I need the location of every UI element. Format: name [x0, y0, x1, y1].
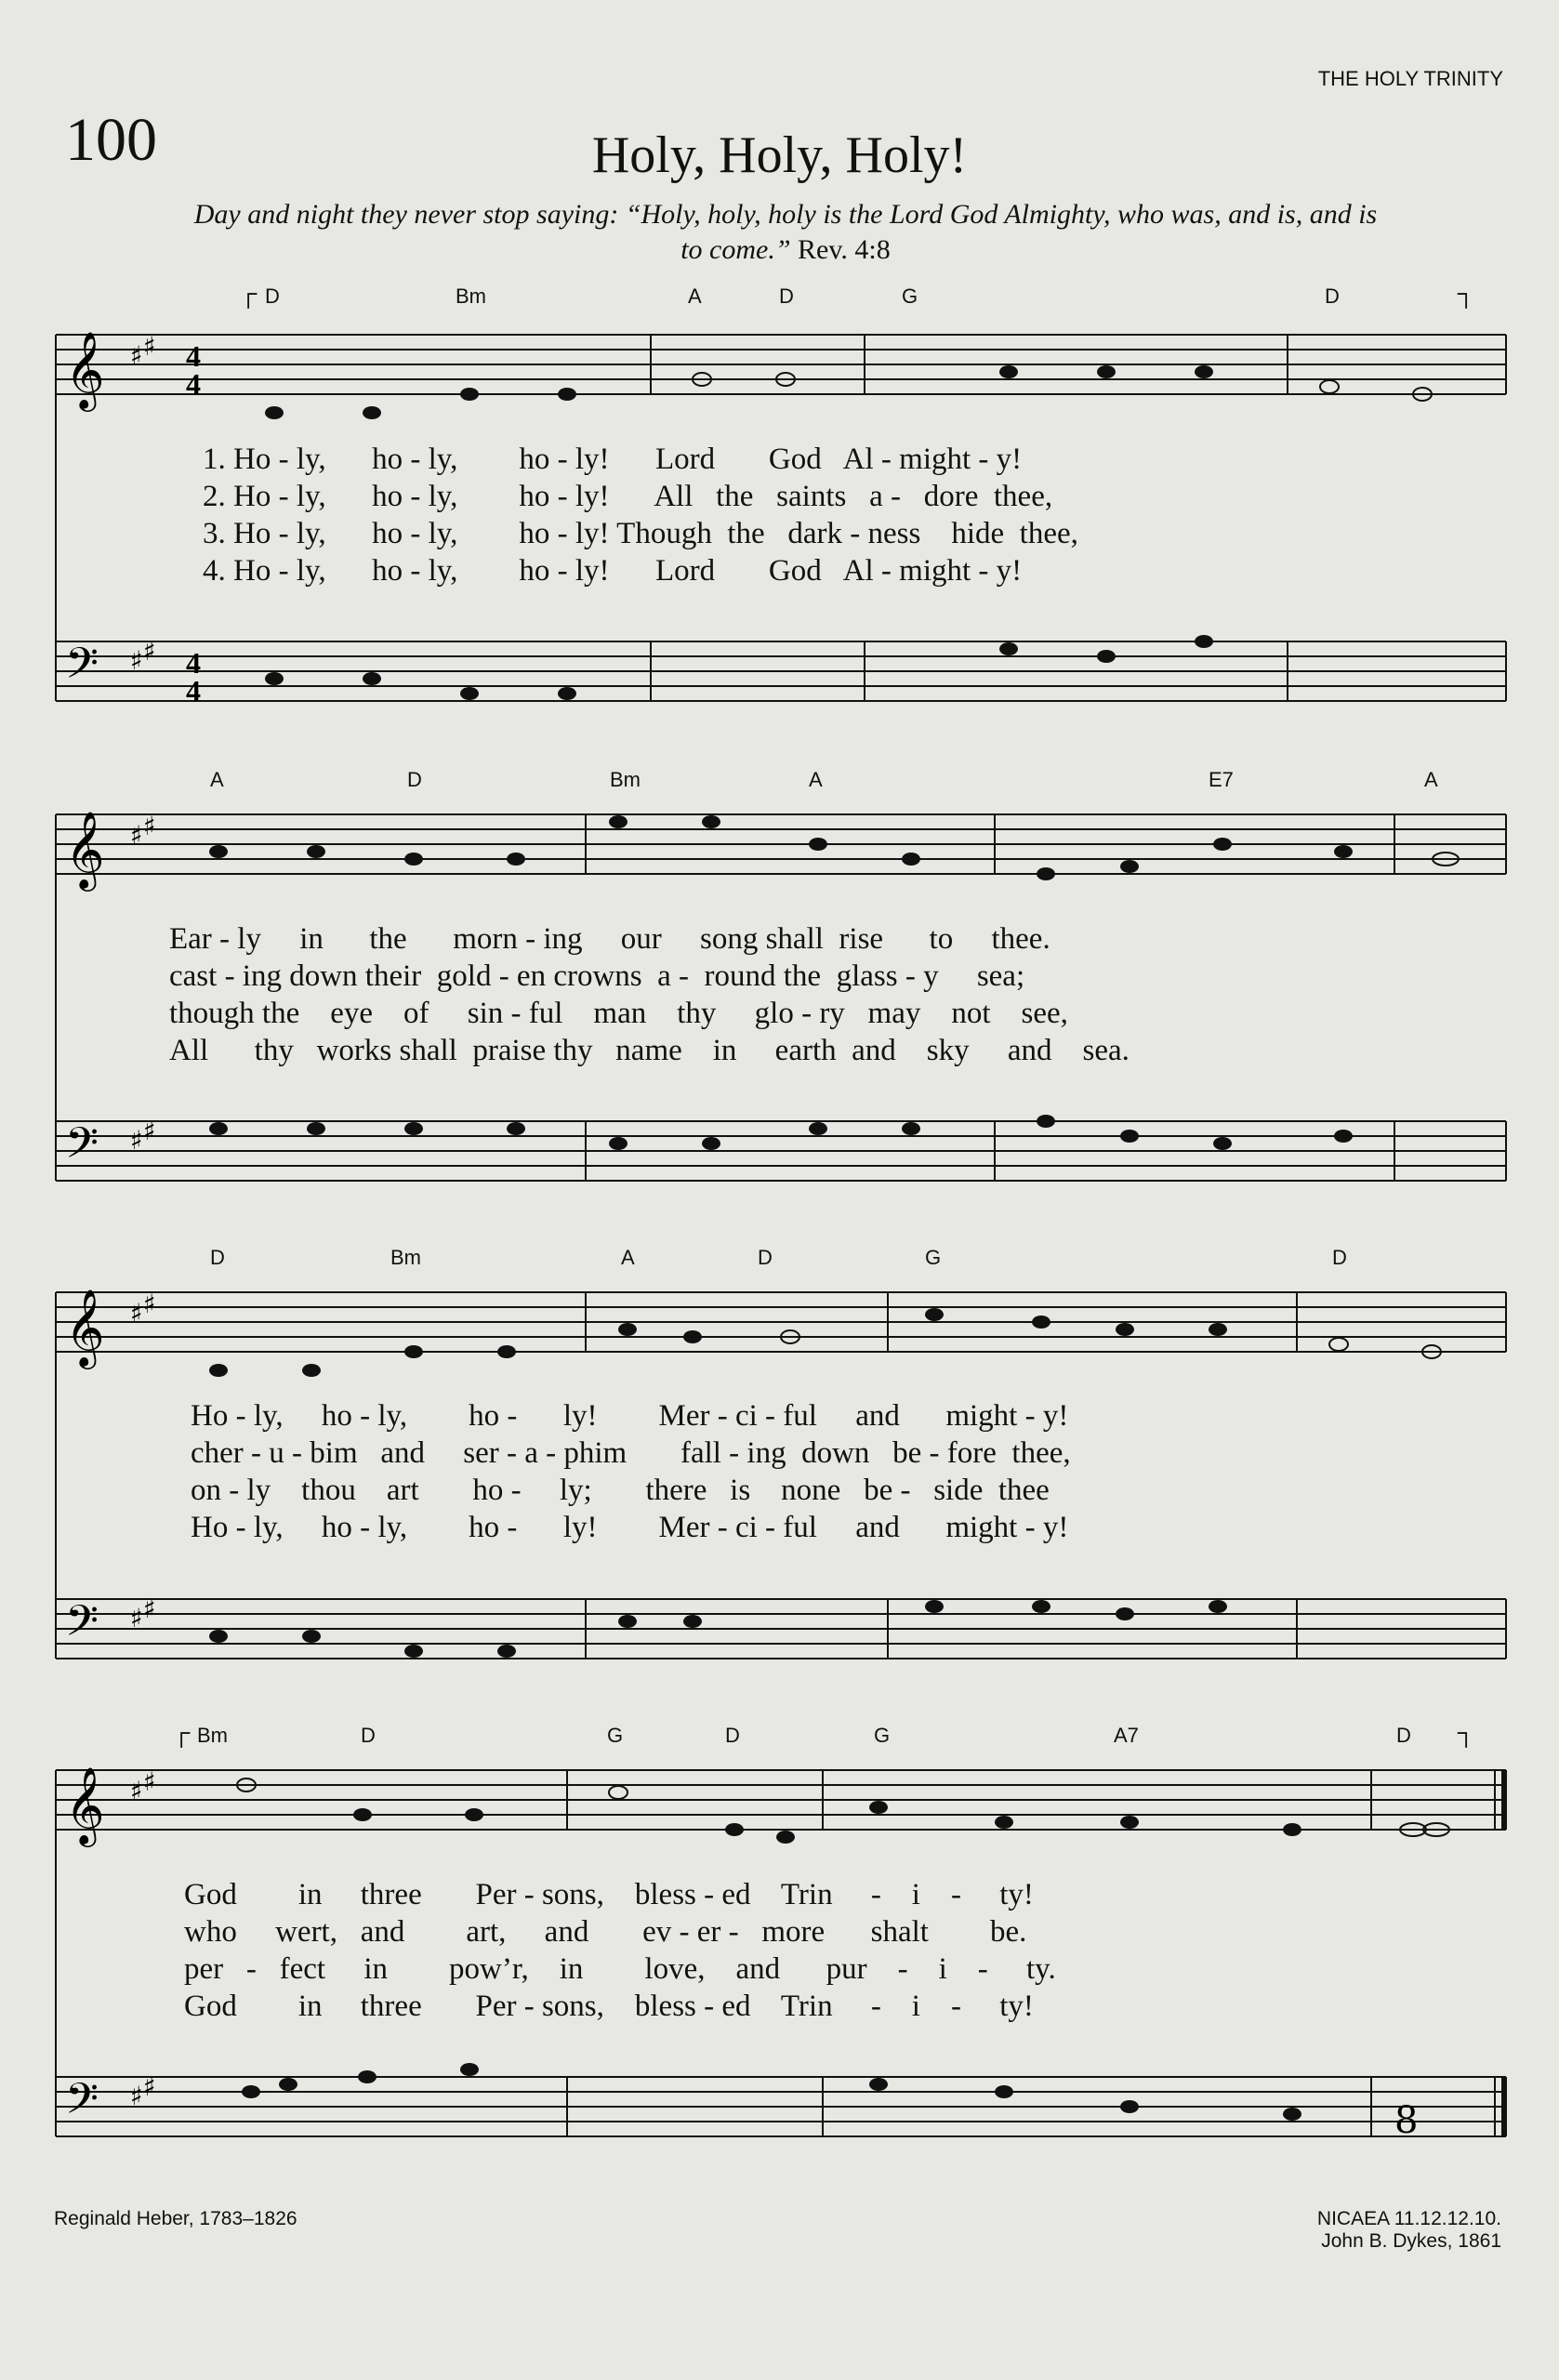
svg-text:♯: ♯: [143, 811, 156, 841]
chord-symbol: D: [725, 1724, 740, 1747]
svg-text:4: 4: [186, 339, 201, 373]
svg-text:𝄢: 𝄢: [65, 1118, 99, 1179]
svg-text:♯: ♯: [143, 2071, 156, 2102]
svg-text:𝄞: 𝄞: [65, 810, 105, 888]
svg-text:♯: ♯: [143, 1766, 156, 1797]
repeat-bracket-end: ┐: [1458, 279, 1475, 307]
svg-text:𝄢: 𝄢: [65, 2074, 99, 2135]
repeat-bracket-start: ┌: [240, 279, 258, 307]
svg-text:𝄞: 𝄞: [65, 330, 105, 408]
lyric-line-verse-3: per - fect in pow’r, in love, and pur - i - ty.: [184, 1952, 1056, 1986]
chord-symbol: G: [607, 1724, 624, 1747]
lyric-line-verse-1: 1. Ho - ly, ho - ly, ho - ly! Lord God Al - might - y!: [203, 443, 1023, 476]
hymn-number: 100: [65, 106, 157, 174]
chord-symbol: A: [809, 768, 823, 791]
text-author: Reginald Heber, 1783–1826: [54, 2208, 297, 2229]
svg-text:𝄞: 𝄞: [65, 1288, 105, 1366]
chord-symbol: D: [210, 1246, 225, 1269]
svg-text:4: 4: [186, 674, 201, 707]
svg-text:𝄢: 𝄢: [65, 1596, 99, 1657]
lyric-line-verse-3: though the eye of sin - ful man thy glo - ry may not see,: [169, 997, 1068, 1030]
svg-text:4: 4: [186, 646, 201, 680]
lyric-line-verse-2: cast - ing down their gold - en crowns a - round the glass - y sea;: [169, 959, 1025, 993]
lyric-line-verse-4: God in three Per - sons, bless - ed Trin - i - ty!: [184, 1990, 1034, 2023]
epigraph-reference: Rev. 4:8: [798, 234, 891, 265]
chord-symbol: A: [1424, 768, 1438, 791]
svg-text:♯: ♯: [130, 1603, 143, 1633]
lyric-line-verse-2: 2. Ho - ly, ho - ly, ho - ly! All the saints a - dore thee,: [203, 480, 1053, 513]
tune-name: NICAEA 11.12.12.10.: [1316, 2208, 1501, 2229]
svg-text:♯: ♯: [130, 820, 143, 851]
chord-symbol: D: [758, 1246, 773, 1269]
chord-symbol: D: [361, 1724, 376, 1747]
svg-text:♯: ♯: [143, 1289, 156, 1319]
lyric-line-verse-4: Ho - ly, ho - ly, ho - ly! Mer - ci - ful and might - y!: [191, 1511, 1069, 1544]
chord-symbol: A7: [1114, 1724, 1139, 1747]
svg-text:♯: ♯: [130, 1776, 143, 1806]
svg-text:8: 8: [1394, 2099, 1419, 2142]
svg-text:♯: ♯: [130, 1125, 143, 1156]
lyric-line-verse-1: God in three Per - sons, bless - ed Trin - i - ty!: [184, 1878, 1034, 1911]
lyric-line-verse-2: cher - u - bim and ser - a - phim fall - ing down be - fore thee,: [191, 1436, 1071, 1470]
chord-symbol: D: [1332, 1246, 1347, 1269]
svg-text:♯: ♯: [130, 645, 143, 676]
chord-symbol: Bm: [197, 1724, 228, 1747]
epigraph-text: Day and night they never stop saying: “Holy, holy, holy is the Lord God Almighty, who was, and is, and is to come.”: [193, 199, 1378, 265]
chord-symbol: D: [1396, 1724, 1411, 1747]
chord-symbol: D: [1325, 284, 1340, 308]
section-heading: THE HOLY TRINITY: [1317, 67, 1503, 90]
chord-symbol: A: [621, 1246, 635, 1269]
chord-symbol: Bm: [456, 284, 486, 308]
lyric-line-verse-3: 3. Ho - ly, ho - ly, ho - ly! Though the dark - ness hide thee,: [203, 517, 1078, 550]
svg-text:4: 4: [186, 367, 201, 401]
chord-symbol: D: [407, 768, 422, 791]
chord-symbol: Bm: [390, 1246, 421, 1269]
chord-symbol: D: [265, 284, 280, 308]
chord-symbol: E7: [1209, 768, 1234, 791]
chord-symbol: Bm: [610, 768, 641, 791]
chord-symbol: G: [902, 284, 918, 308]
repeat-bracket-start: ┌: [173, 1718, 191, 1746]
composer: John B. Dykes, 1861: [1321, 2230, 1501, 2252]
lyric-line-verse-1: Ear - ly in the morn - ing our song shall rise to thee.: [169, 922, 1050, 956]
lyric-line-verse-1: Ho - ly, ho - ly, ho - ly! Mer - ci - ful and might - y!: [191, 1399, 1069, 1433]
hymn-title: Holy, Holy, Holy!: [591, 126, 968, 184]
svg-text:♯: ♯: [143, 636, 156, 667]
chord-symbol: A: [210, 768, 224, 791]
svg-text:𝄢: 𝄢: [65, 639, 99, 699]
svg-text:♯: ♯: [143, 1116, 156, 1146]
tune-info: [1317, 2208, 1501, 2253]
epigraph: [186, 197, 1385, 268]
svg-text:♯: ♯: [130, 2081, 143, 2111]
svg-text:♯: ♯: [130, 340, 143, 371]
lyric-line-verse-4: 4. Ho - ly, ho - ly, ho - ly! Lord God Al - might - y!: [203, 554, 1023, 588]
chord-symbol: A: [688, 284, 702, 308]
svg-text:♯: ♯: [130, 1298, 143, 1329]
chord-symbol: D: [779, 284, 794, 308]
svg-text:♯: ♯: [143, 1593, 156, 1624]
repeat-bracket-end: ┐: [1458, 1718, 1475, 1746]
lyric-line-verse-4: All thy works shall praise thy name in earth and sky and sea.: [169, 1034, 1130, 1067]
chord-symbol: G: [925, 1246, 942, 1269]
lyric-line-verse-3: on - ly thou art ho - ly; there is none be - side thee: [191, 1474, 1050, 1507]
chord-symbol: G: [874, 1724, 891, 1747]
svg-text:♯: ♯: [143, 331, 156, 362]
svg-text:𝄞: 𝄞: [65, 1765, 105, 1844]
lyric-line-verse-2: who wert, and art, and ev - er - more shalt be.: [184, 1915, 1027, 1949]
